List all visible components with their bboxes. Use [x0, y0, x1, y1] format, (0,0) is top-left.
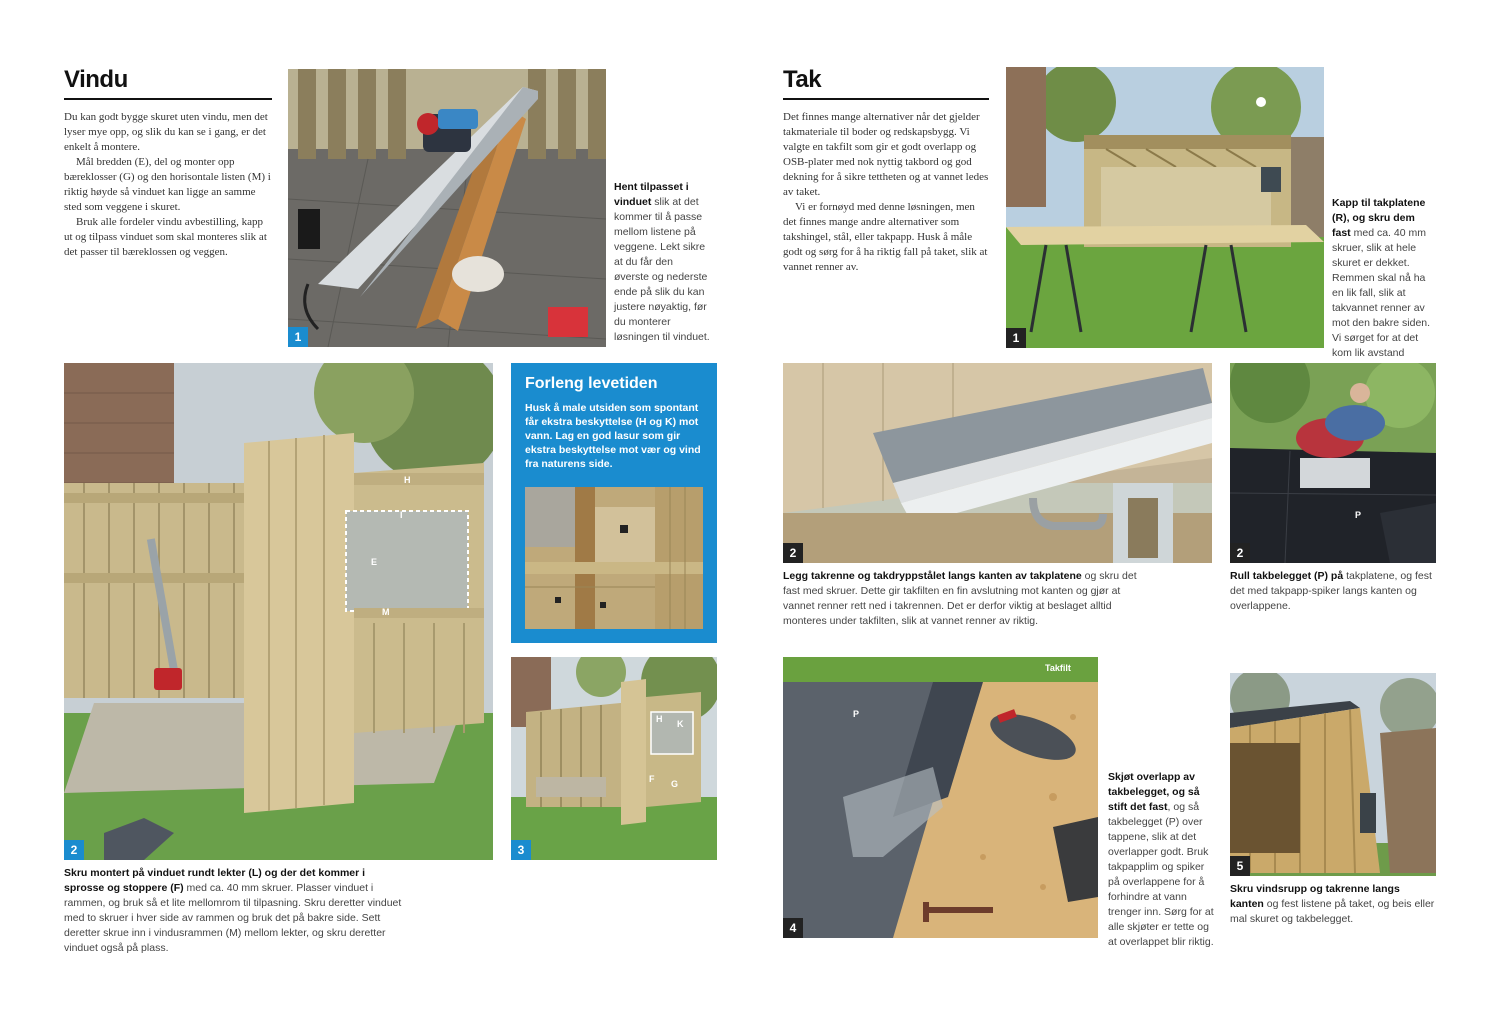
info-box-photo	[525, 487, 703, 629]
label-p: P	[853, 709, 860, 719]
label-g: G	[671, 779, 679, 789]
caption-text: med ca. 40 mm skruer, slik at hele skuret er dekket. Remmen skal nå ha en lik fall, slik at takvannet renner av mot den bakre siden. Vi sørget for at det kom lik avstand	[1332, 227, 1431, 359]
shed-outside-illustration	[511, 657, 717, 860]
caption-roof-4	[1108, 770, 1214, 950]
finished-shed-illustration	[1230, 673, 1436, 876]
intro-paragraph: Bruk alle fordeler vindu avbestilling, kapp ut og tilpass vinduet som skal monteres slik at det passer til bæreklossen og veggen.	[64, 216, 267, 258]
caption-roof-5	[1230, 882, 1436, 927]
label-m: M	[382, 607, 390, 617]
step-badge: 2	[783, 543, 803, 563]
left-section	[64, 66, 272, 260]
shed-frame-illustration	[64, 363, 493, 860]
intro-paragraph: Det finnes mange alternativer når det gjelder takmateriale til boder og redskapsbygg. Vi valgte en takfilt som gir et godt overlapp og OSB-plater med nok nyttig takbord og god dekning for å sikre tettheten og at vannet ledes av taket.	[783, 111, 989, 198]
caption-roof-2	[783, 569, 1143, 629]
roof-board-illustration	[1006, 67, 1324, 348]
caption-text: slik at det kommer til å passe mellom listene på veggene. Lekt sikre at du får den øverste og nederste ende på slik du kan justere nøyaktig, før du monterer løsningen til vinduet.	[614, 196, 710, 343]
step-badge: 2	[64, 840, 84, 860]
label-i: I	[400, 510, 403, 520]
section-title-roof: Tak	[783, 66, 989, 100]
caption-bold: Rull takbelegget (P) på	[1230, 570, 1344, 582]
label-h: H	[656, 714, 663, 724]
caption-bold: Legg takrenne og takdryppstålet langs kanten av takplatene	[783, 570, 1082, 582]
caption-bold: Hent tilpasset i vinduet	[614, 181, 689, 208]
caption-text: takplatene, og fest det med takpapp-spiker langs kanten og overlappene.	[1230, 570, 1432, 612]
label-h: H	[404, 475, 411, 485]
roof-intro	[783, 110, 989, 275]
saw-photo-illustration	[288, 69, 606, 347]
caption-bold: Skru montert på vinduet rundt lekter (L) og der det kommer i sprosse og stoppere (F)	[64, 867, 366, 894]
step-badge: 4	[783, 918, 803, 938]
caption-text: med ca. 40 mm skruer. Plasser vinduet i rammen, og bruk så et lite mellomrom til tilpasning. Skru deretter vinduet med to skruer i hver side av rammen og bruk det på bakre side. Sett deretter skrue inn i vindusrammen (M) mellom lekter, og skru deretter vinduet også på plass.	[64, 882, 402, 954]
caption-bold: Skru vindsrupp og takrenne langs kanten	[1230, 883, 1400, 910]
drip-edge-illustration	[783, 363, 1212, 563]
photo-felt-overlap	[783, 657, 1098, 938]
label-f: F	[649, 774, 655, 784]
caption-text: og skru det fast med skruer. Dette gir takfilten en fin avslutning mot kanten og gjør at vannet renner rett ned i takrennen. Det er derfor viktig at beslaget alltid monteres under takfilten, slik at vannet renner av riktig.	[783, 570, 1137, 627]
step-badge: 1	[288, 327, 308, 347]
photo-finished-shed	[1230, 673, 1436, 876]
felt-overlap-illustration	[783, 657, 1098, 938]
intro-paragraph: Mål bredden (E), del og monter opp bæreklosser (G) og den horisontale listen (M) i riktig høyde så vinduet kan ligge an samme sted som veggene i skuret.	[64, 156, 271, 213]
photo-roof-board	[1006, 67, 1324, 348]
info-box-title: Forleng levetiden	[525, 375, 658, 392]
photo-drip-edge	[783, 363, 1212, 563]
info-box-longevity	[511, 363, 717, 643]
step-badge: 2	[1230, 543, 1250, 563]
caption-bold: Kapp til takplatene (R), og skru dem fast	[1332, 197, 1426, 239]
caption-window-2	[64, 866, 404, 956]
photo-roll-felt	[1230, 363, 1436, 563]
step-badge: 5	[1230, 856, 1250, 876]
right-section	[783, 66, 989, 275]
label-e: E	[371, 557, 378, 567]
intro-paragraph: Du kan godt bygge skuret uten vindu, men det lyser mye opp, og slik du kan se i gang, er det enkelt å montere.	[64, 111, 268, 153]
label-takfilt: Takfilt	[1045, 663, 1071, 673]
photo-shed-outside	[511, 657, 717, 860]
label-k: K	[677, 719, 684, 729]
caption-window-1	[614, 180, 710, 345]
photo-shed-window-frame	[64, 363, 493, 860]
info-box-text: Husk å male utsiden som spontant får ekstra beskyttelse (H og K) mot vann. Lag en god lasur som gir ekstra beskyttelse mot vær og vind fra naturens side.	[525, 402, 701, 470]
caption-bold: Skjøt overlapp av takbelegget, og så stift det fast	[1108, 771, 1200, 813]
step-badge: 3	[511, 840, 531, 860]
caption-text: og fest listene på taket, og beis eller mal skuret og takbelegget.	[1230, 898, 1435, 925]
caption-roof-3	[1230, 569, 1436, 614]
intro-paragraph: Vi er fornøyd med denne løsningen, men det finnes mange andre alternativer som takshingel, stål, eller takpapp. Husk å måle godt og sørg for å ha riktig fall på taket, slik at vannet renner av.	[783, 201, 988, 273]
section-title-window: Vindu	[64, 66, 272, 100]
roll-felt-illustration	[1230, 363, 1436, 563]
step-badge: 1	[1006, 328, 1026, 348]
caption-text: , og så takbelegget (P) over tappene, slik at det overlapper godt. Bruk takpapplim og spiker på overlappene for å forhindre at vann trenger inn. Sørg for at alle skjøter er tette og at overlappet blir riktig.	[1108, 801, 1214, 948]
wood-detail-illustration	[525, 487, 703, 629]
svg-text:P: P	[1355, 510, 1362, 520]
window-intro	[64, 110, 272, 260]
photo-saw-cutting	[288, 69, 606, 347]
caption-roof-1	[1332, 196, 1436, 376]
